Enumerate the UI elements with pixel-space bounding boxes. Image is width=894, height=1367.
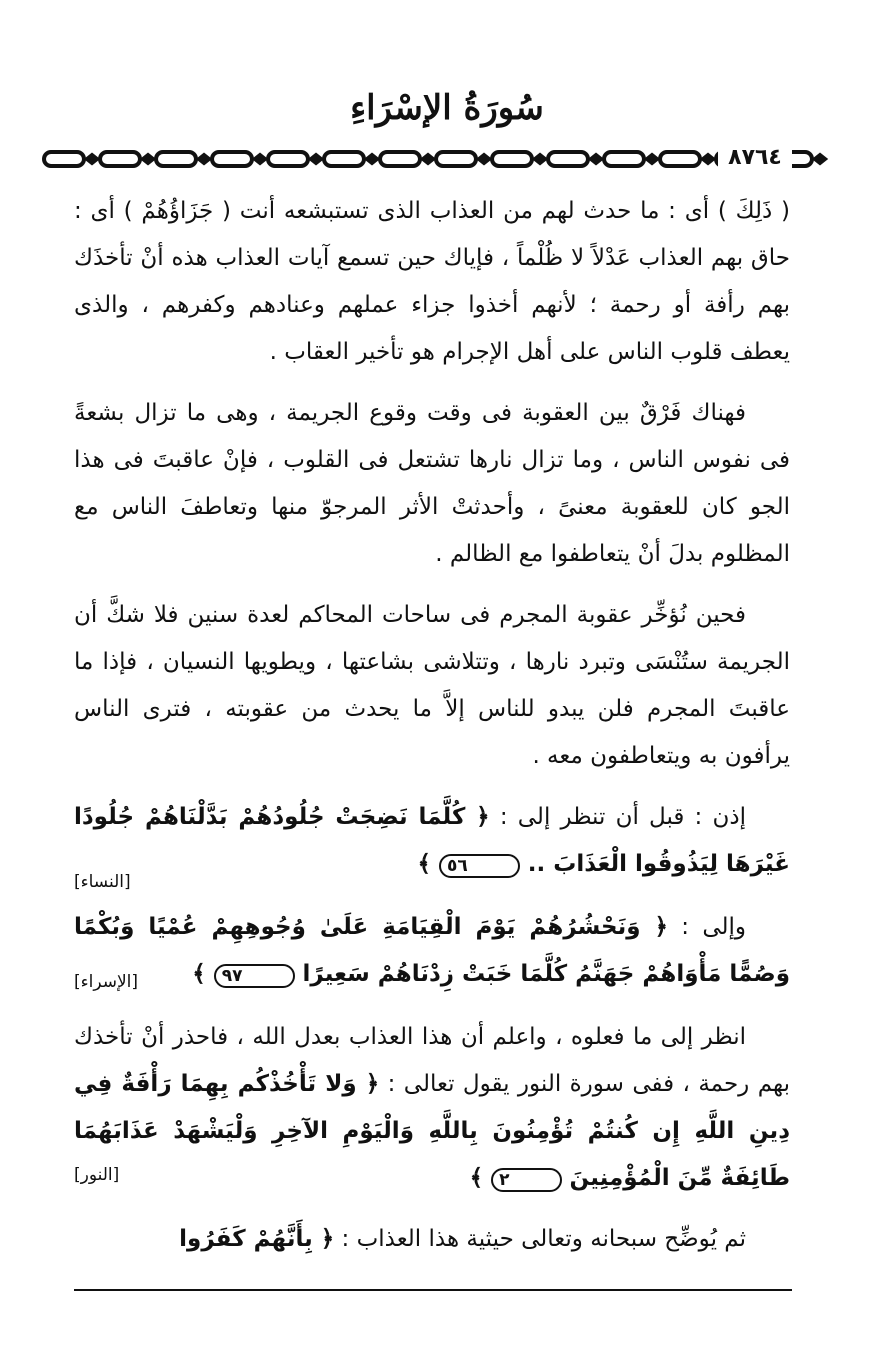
verse-close-bracket: ﴾ xyxy=(469,1165,492,1191)
ayah-number-badge: ٥٦ xyxy=(439,854,520,878)
paragraph: فهناك فَرْقٌ بين العقوبة فى وقت وقوع الجريمة ، وهى ما تزال بشعةً فى نفوس الناس ، وما تزال نارها تشتعل فى القلوب ، فإنْ عاقبتَ فى هذا الجو كان للعقوبة معنىً ، وأحدثتْ الأثر المرجوّ منها وتعاطفَ الناس مع المظلوم بدلَ أنْ يتعاطفوا مع الظالم . xyxy=(74,400,790,567)
paragraph-text: انظر إلى ما فعلوه ، واعلم أن هذا العذاب بعدل الله ، فاحذر أنْ تأخذك بهم رحمة ، ففى سورة النور يقول تعالى : xyxy=(74,1024,790,1097)
quran-verse: ﴿ بِأَنَّهُمْ كَفَرُوا xyxy=(179,1226,335,1252)
paragraph-text: ثم يُوضِّح سبحانه وتعالى حيثية هذا العذاب : xyxy=(341,1226,746,1252)
surah-reference: [النور] xyxy=(74,1165,120,1185)
paragraph-last xyxy=(74,1216,790,1263)
page-number: ٨٧٦٤ xyxy=(718,144,792,172)
surah-reference: [الإسراء] xyxy=(74,972,139,992)
quran-quote-isra xyxy=(74,904,790,998)
quote-intro: إذن : قبل أن تنظر إلى : xyxy=(499,804,746,830)
paragraph: فحين نُؤخِّر عقوبة المجرم فى ساحات المحاكم لعدة سنين فلا شكَّ أن الجريمة ستُنْسَى وتبرد نارها ، وتتلاشى بشاعتها ، ويطويها النسيان ، فإذا ما عاقبتَ المجرم فلن يبدو للناس إلاَّ ما يحدث من عقوبته ، فترى الناس يرأفون به ويتعاطفون معه . xyxy=(74,602,790,769)
paragraph-nur xyxy=(74,1014,790,1202)
surah-title: سُورَةُ الإسْرَاءِ xyxy=(350,88,544,128)
page-body xyxy=(74,188,790,1277)
ayah-number-badge: ٢ xyxy=(491,1168,561,1192)
quran-verse: ﴿ وَنَحْشُرُهُمْ يَوْمَ الْقِيَامَةِ عَلَىٰ وُجُوهِهِمْ عُمْيًا وَبُكْمًا وَصُمًّا مَأْوَاهُمْ جَهَنَّمُ كُلَّمَا خَبَتْ زِدْنَاهُمْ سَعِيرًا xyxy=(74,914,790,987)
verse-close-bracket: ﴾ xyxy=(417,851,439,877)
paragraph: ( ذَلِكَ ) أى : ما حدث لهم من العذاب الذى تستبشعه أنت ( جَزَاؤُهُمْ ) أى : حاق بهم العذاب عَدْلاً لا ظُلْماً ، فإياك حين تسمع آيات العذاب هذه أنْ تأخذَك بهم رأفة أو رحمة ؛ لأنهم أخذوا جزاء عملهم وعنادهم وكفرهم ، والذى يعطف قلوب الناس على أهل الإجرام هو تأخير العقاب . xyxy=(74,198,790,365)
quran-verse: ﴿ كُلَّمَا نَضِجَتْ جُلُودُهُمْ بَدَّلْنَاهُمْ جُلُودًا غَيْرَهَا لِيَذُوقُوا الْعَذَابَ .. xyxy=(74,804,790,877)
footer-rule xyxy=(74,1289,792,1291)
ayah-number-badge: ٩٧ xyxy=(214,964,295,988)
quran-verse: ﴿ وَلا تَأْخُذْكُم بِهِمَا رَأْفَةٌ فِي دِينِ اللَّهِ إِن كُنتُمْ تُؤْمِنُونَ بِاللَّهِ وَالْيَوْمِ الآخِرِ وَلْيَشْهَدْ عَذَابَهُمَا طَائِفَةٌ مِّنَ الْمُؤْمِنِينَ xyxy=(74,1071,790,1191)
quote-intro: وإلى : xyxy=(681,914,746,940)
verse-close-bracket: ﴾ xyxy=(192,961,214,987)
surah-reference: [النساء] xyxy=(74,872,131,892)
quran-quote-nisa xyxy=(74,794,790,888)
